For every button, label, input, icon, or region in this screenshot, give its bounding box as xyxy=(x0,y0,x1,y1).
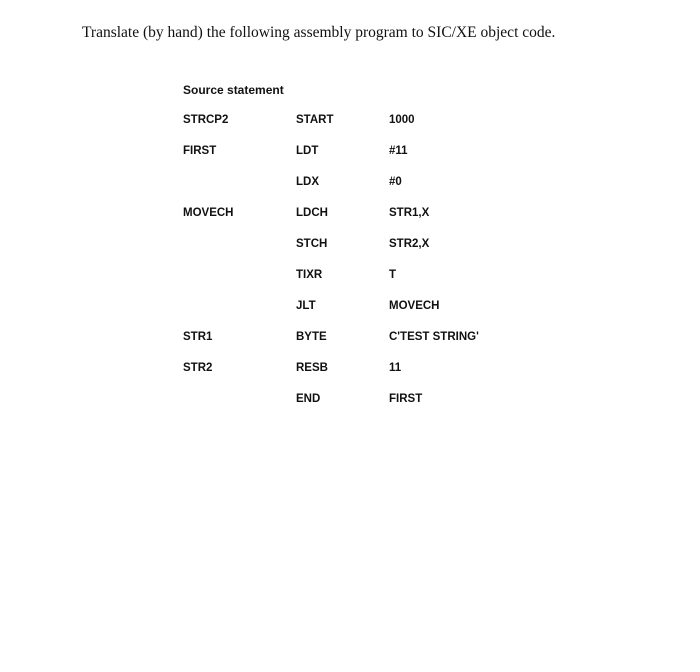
operand-cell: STR1,X xyxy=(389,207,430,219)
table-row xyxy=(0,362,700,393)
table-row xyxy=(0,207,700,238)
question-text: Translate (by hand) the following assembly program to SIC/XE object code. xyxy=(82,24,556,41)
opcode-cell: TIXR xyxy=(296,269,323,281)
label-cell: STR2 xyxy=(183,362,213,374)
operand-cell: T xyxy=(389,269,397,281)
table-row xyxy=(0,176,700,207)
table-row xyxy=(0,393,700,424)
opcode-cell: LDX xyxy=(296,176,319,188)
label-cell: STRCP2 xyxy=(183,114,229,126)
label-cell: MOVECH xyxy=(183,207,234,219)
operand-cell: 1000 xyxy=(389,114,415,126)
operand-cell: C'TEST STRING' xyxy=(389,331,479,343)
opcode-cell: STCH xyxy=(296,238,328,250)
opcode-cell: LDT xyxy=(296,145,319,157)
operand-cell: #11 xyxy=(389,145,408,157)
operand-cell: MOVECH xyxy=(389,300,440,312)
table-row xyxy=(0,145,700,176)
operand-cell: STR2,X xyxy=(389,238,430,250)
table-row xyxy=(0,238,700,269)
opcode-cell: LDCH xyxy=(296,207,328,219)
source-statement-table xyxy=(0,114,700,424)
opcode-cell: START xyxy=(296,114,334,126)
table-row xyxy=(0,114,700,145)
opcode-cell: BYTE xyxy=(296,331,327,343)
table-row xyxy=(0,331,700,362)
opcode-cell: END xyxy=(296,393,321,405)
opcode-cell: JLT xyxy=(296,300,316,312)
operand-cell: 11 xyxy=(389,362,402,374)
label-cell: FIRST xyxy=(183,145,217,157)
label-cell: STR1 xyxy=(183,331,213,343)
table-row xyxy=(0,269,700,300)
operand-cell: FIRST xyxy=(389,393,423,405)
opcode-cell: RESB xyxy=(296,362,328,374)
table-heading: Source statement xyxy=(183,83,284,97)
table-row xyxy=(0,300,700,331)
operand-cell: #0 xyxy=(389,176,402,188)
